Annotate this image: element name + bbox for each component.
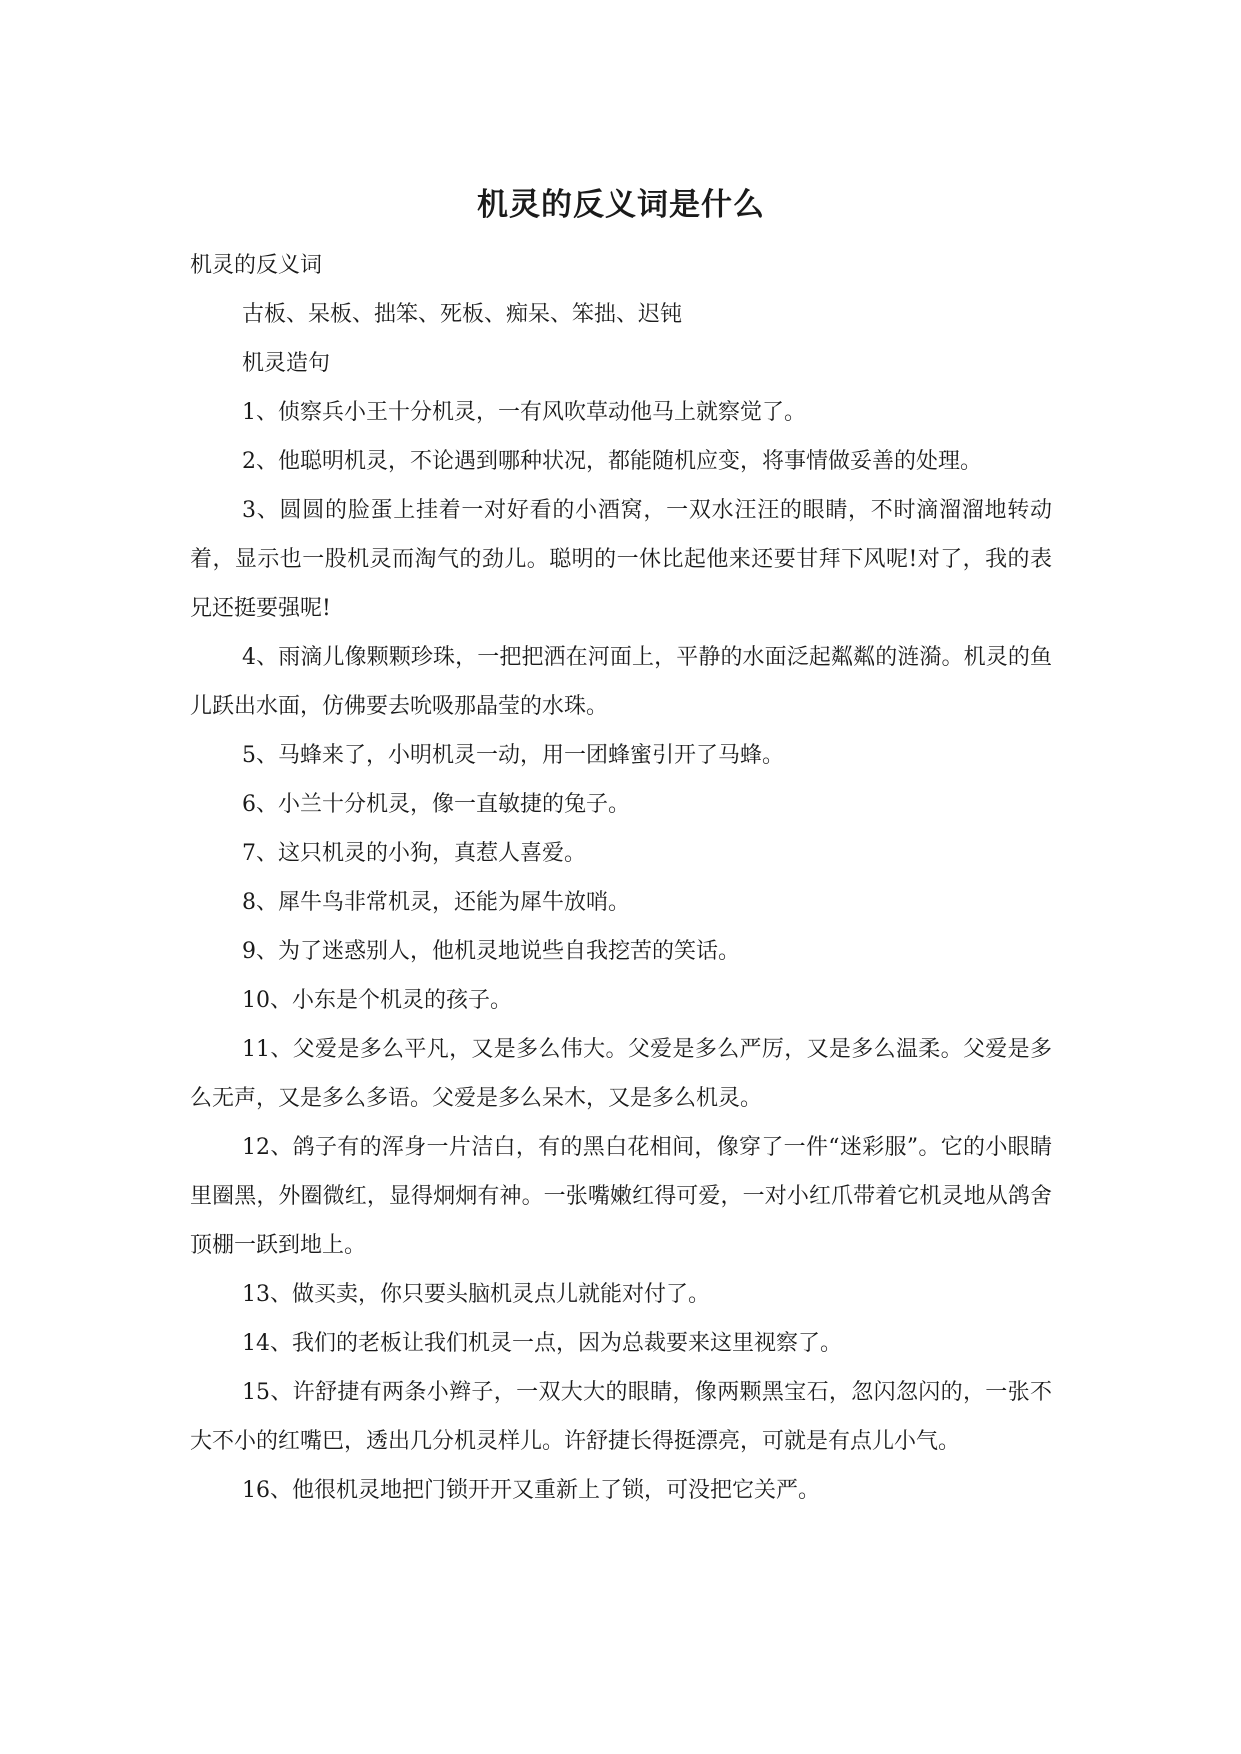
sentence-item: 11、父爱是多么平凡，又是多么伟大。父爱是多么严厉，又是多么温柔。父爱是多么无声，又是多么多语。父爱是多么呆木，又是多么机灵。 xyxy=(190,1037,1052,1111)
section-label: 机灵造句 xyxy=(242,351,331,376)
sentence-item: 4、雨滴儿像颗颗珍珠，一把把洒在河面上，平静的水面泛起粼粼的涟漪。机灵的鱼儿跃出水面，仿佛要去吮吸那晶莹的水珠。 xyxy=(190,645,1052,719)
sentence-item: 16、他很机灵地把门锁开开又重新上了锁，可没把它关严。 xyxy=(242,1478,820,1503)
sentence-item: 12、鸽子有的浑身一片洁白，有的黑白花相间，像穿了一件“迷彩服”。它的小眼睛里圈黑，外圈微红，显得炯炯有神。一张嘴嫩红得可爱，一对小红爪带着它机灵地从鸽舍顶棚一跃到地上。 xyxy=(190,1135,1052,1258)
sentence-item: 7、这只机灵的小狗，真惹人喜爱。 xyxy=(242,841,586,866)
sentence-item: 1、侦察兵小王十分机灵，一有风吹草动他马上就察觉了。 xyxy=(242,400,806,425)
sentence-item: 8、犀牛鸟非常机灵，还能为犀牛放哨。 xyxy=(242,890,630,915)
sentence-item: 2、他聪明机灵，不论遇到哪种状况，都能随机应变，将事情做妥善的处理。 xyxy=(242,449,982,474)
sentence-item: 15、许舒捷有两条小辫子，一双大大的眼睛，像两颗黑宝石，忽闪忽闪的，一张不大不小的红嘴巴，透出几分机灵样儿。许舒捷长得挺漂亮，可就是有点儿小气。 xyxy=(190,1380,1052,1454)
sentence-item: 9、为了迷惑别人，他机灵地说些自我挖苦的笑话。 xyxy=(242,939,740,964)
antonym-list: 古板、呆板、拙笨、死板、痴呆、笨拙、迟钝 xyxy=(242,302,683,327)
sentence-item: 14、我们的老板让我们机灵一点，因为总裁要来这里视察了。 xyxy=(242,1331,842,1356)
sentence-item: 5、马蜂来了，小明机灵一动，用一团蜂蜜引开了马蜂。 xyxy=(242,743,784,768)
section-heading: 机灵的反义词 xyxy=(190,253,323,278)
sentence-item: 6、小兰十分机灵，像一直敏捷的兔子。 xyxy=(242,792,630,817)
document-title: 机灵的反义词是什么 xyxy=(477,187,765,223)
document-page xyxy=(190,185,1052,1515)
sentence-item: 13、做买卖，你只要头脑机灵点儿就能对付了。 xyxy=(242,1282,710,1307)
sentence-item: 10、小东是个机灵的孩子。 xyxy=(242,988,512,1013)
sentence-item: 3、圆圆的脸蛋上挂着一对好看的小酒窝，一双水汪汪的眼睛，不时滴溜溜地转动着，显示也一股机灵而淘气的劲儿。聪明的一休比起他来还要甘拜下风呢!对了，我的表兄还挺要强呢! xyxy=(190,498,1052,621)
